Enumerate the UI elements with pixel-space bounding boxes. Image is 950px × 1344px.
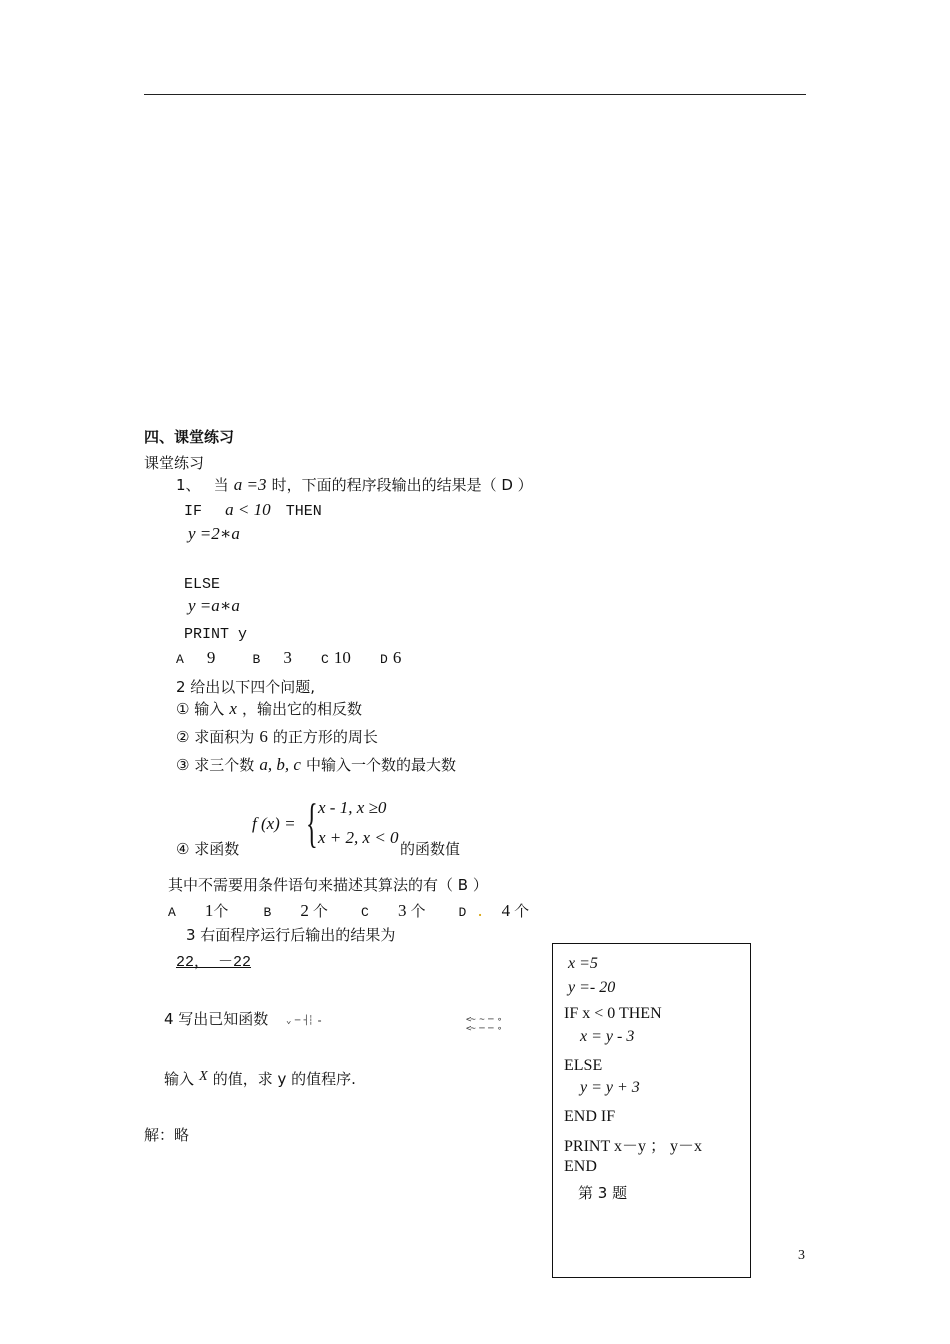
q2-opt-c-value: 3	[397, 901, 407, 920]
section-title: 四、课堂练习	[144, 428, 235, 446]
q1-if-line	[184, 500, 322, 520]
q1-options	[176, 648, 401, 668]
program-line-7: END IF	[564, 1108, 616, 1125]
program-line-6: y = y + 3	[580, 1079, 640, 1096]
q1-opt-d-letter: D	[380, 652, 388, 667]
q1-opt-a-letter: A	[176, 652, 184, 667]
program-line-9: END	[564, 1158, 597, 1175]
q1-then-kw: THEN	[285, 503, 322, 520]
q1-else-kw: ELSE	[184, 576, 221, 593]
q2-opt-b-letter: B	[263, 905, 272, 920]
piecewise-brace: {	[306, 793, 318, 853]
q2-func-lhs-text: f (x) =	[252, 814, 296, 833]
q2-question: 其中不需要用条件语句来描述其算法的有（ B ）	[168, 876, 488, 894]
q4-var: X	[199, 1069, 208, 1084]
q1-text: 时，下面的程序段输出的结果是（ D ）	[271, 476, 533, 494]
program-line-5: ELSE	[564, 1057, 603, 1074]
q2-item2-a: ② 求面积为	[176, 728, 255, 746]
q1-number: 1、	[176, 476, 201, 494]
q2-opt-d-dot: .	[477, 901, 483, 920]
q2-opt-d-letter: D	[458, 905, 467, 920]
q2-opt-d-unit: 个	[514, 902, 530, 920]
q1-opt-c-value: 10	[333, 648, 351, 667]
q2-item2	[176, 726, 378, 747]
q3-text: 3 右面程序运行后输出的结果为	[186, 926, 396, 944]
q1-stem	[176, 474, 533, 495]
q2-opt-b-unit: 个	[312, 902, 328, 920]
q1-code-line2: y =a∗a	[188, 596, 240, 615]
q2-item4-a: ④ 求函数	[176, 840, 240, 858]
q1-if-kw: IF	[184, 503, 203, 520]
q4-text: 4 写出已知函数	[164, 1010, 269, 1028]
q1-opt-a-value: 9	[206, 648, 216, 667]
q1-print: PRINT y	[184, 626, 248, 643]
q1-opt-d-value: 6	[392, 648, 402, 667]
q2-opt-d-value: 4	[501, 901, 511, 920]
q2-item2-b: 的正方形的周长	[272, 728, 378, 746]
broken-formula-graphic-2: <~ ~ ─ ∘ <~ ─ ─ ∘	[466, 1015, 502, 1034]
solution: 解：略	[144, 1126, 190, 1144]
q2-opt-c-letter: C	[361, 905, 369, 920]
subtitle: 课堂练习	[144, 454, 205, 472]
q2-case2: x + 2, x < 0	[318, 828, 399, 847]
q1-if-cond: a < 10	[225, 500, 271, 519]
q2-opt-a-value: 1	[204, 901, 214, 920]
q2-item1-a: ① 输入	[176, 700, 225, 718]
q2-item3-a: ③ 求三个数	[176, 756, 255, 774]
q4-line2	[164, 1068, 356, 1089]
q1-code-line1: y =2∗a	[188, 524, 240, 543]
program-line-8: PRINT x－y ； y－x	[564, 1138, 702, 1155]
header-rule	[144, 94, 806, 95]
q2-item1-b: ，输出它的相反数	[241, 700, 362, 718]
program-caption: 第 3 题	[578, 1184, 628, 1202]
program-line-3: IF x < 0 THEN	[564, 1005, 662, 1022]
q2-item2-num: 6	[259, 727, 268, 746]
q4-text3: 的值，求 y 的值程序.	[212, 1070, 356, 1088]
q2-item3-b: 中输入一个数的最大数	[305, 756, 456, 774]
q1-opt-b-letter: B	[252, 652, 261, 667]
q2-opt-b-value: 2	[300, 901, 309, 920]
q2-item4-b: 的函数值	[400, 840, 461, 858]
q1-prefix: 当	[213, 476, 229, 494]
q2-options	[168, 900, 529, 921]
program-line-2: y =- 20	[568, 979, 616, 996]
page-number: 3	[798, 1248, 805, 1263]
program-line-4: x = y - 3	[580, 1028, 635, 1045]
q2-item3-vars: a, b, c	[259, 755, 301, 774]
q2-item1-var: x	[229, 699, 237, 718]
q2-intro: 2 给出以下四个问题,	[176, 678, 316, 696]
q1-cond: a =3	[233, 475, 267, 494]
q3-answer: 22， －22	[176, 954, 252, 971]
q2-item3	[176, 754, 456, 775]
q4-text2: 输入	[164, 1070, 195, 1088]
q2-opt-c-unit: 个	[410, 902, 426, 920]
broken-formula-graphic: ⌄ ─ ┤┆ ₌	[286, 1016, 322, 1026]
program-box	[552, 943, 751, 1278]
q2-item1	[176, 698, 362, 719]
program-line-1: x =5	[568, 955, 598, 972]
q2-case1: x - 1, x ≥0	[318, 798, 387, 817]
q2-func-lhs	[252, 814, 296, 834]
q2-opt-a-unit: 个	[213, 902, 229, 920]
q1-opt-c-letter: C	[321, 652, 329, 667]
q2-opt-a-letter: A	[168, 905, 176, 920]
q1-opt-b-value: 3	[283, 648, 292, 667]
